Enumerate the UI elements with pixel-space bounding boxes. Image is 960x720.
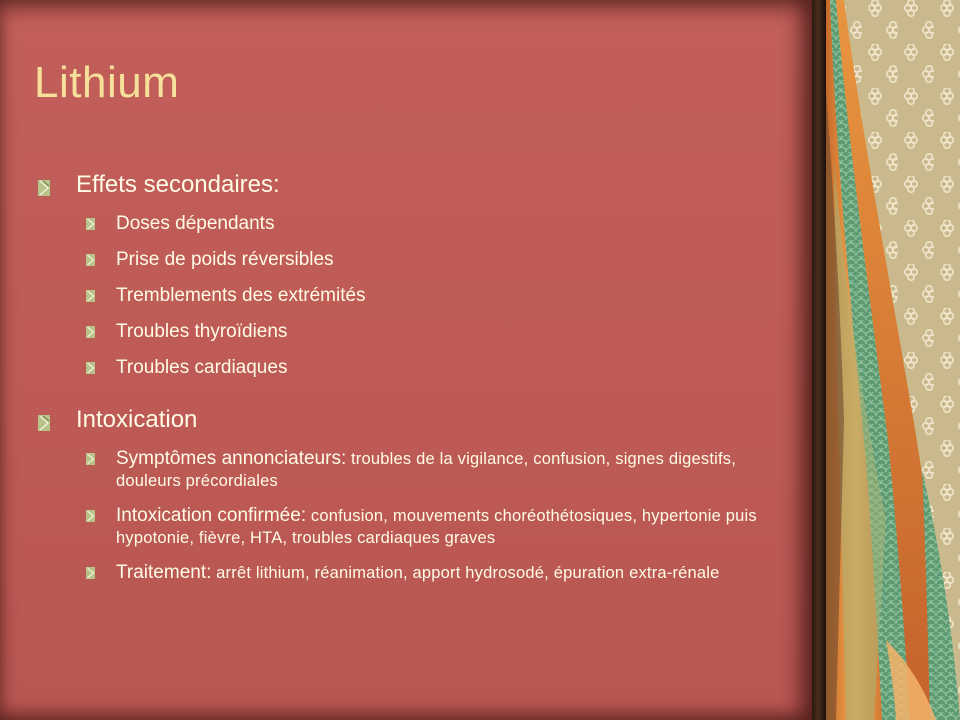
bullet-level2 bbox=[36, 213, 766, 235]
bullet-level1 bbox=[36, 170, 766, 200]
bullet-icon bbox=[86, 510, 95, 522]
bullet-icon bbox=[38, 415, 50, 431]
bullet-icon bbox=[38, 180, 50, 196]
bullet-level2 bbox=[36, 249, 766, 271]
bullet-level1 bbox=[36, 405, 766, 435]
bullet-level2 bbox=[36, 562, 766, 584]
bullet-icon bbox=[86, 254, 95, 266]
list-item-text: Doses dépendants bbox=[116, 213, 275, 234]
list-item-text: Tremblements des extrémités bbox=[116, 285, 366, 306]
list-item-text: Troubles thyroïdiens bbox=[116, 321, 288, 342]
bullet-level2 bbox=[36, 505, 766, 549]
bullet-icon bbox=[86, 218, 95, 230]
list-item-text: Prise de poids réversibles bbox=[116, 249, 334, 270]
bullet-icon bbox=[86, 567, 95, 579]
list-item-lead: Traitement: bbox=[116, 562, 212, 583]
bullet-icon bbox=[86, 362, 95, 374]
bullet-level2 bbox=[36, 448, 766, 492]
bullet-icon bbox=[86, 290, 95, 302]
list-item-lead: Symptômes annonciateurs: bbox=[116, 448, 347, 469]
list-item-detail: arrêt lithium, réanimation, apport hydrosodé, épuration extra-rénale bbox=[211, 564, 720, 582]
list-item-lead: Intoxication confirmée: bbox=[116, 505, 307, 526]
section-heading: Effets secondaires: bbox=[76, 171, 280, 198]
frame-divider bbox=[812, 0, 826, 720]
list-item-detail: confusion, mouvements choréothétosiques, hypertonie puis hypotonie, fièvre, HTA, troubles cardiaques graves bbox=[116, 507, 757, 547]
bullet-level2 bbox=[36, 357, 766, 379]
bullet-level2 bbox=[36, 321, 766, 343]
slide-title: Lithium bbox=[34, 58, 180, 107]
bullet-icon bbox=[86, 326, 95, 338]
bullet-icon bbox=[86, 453, 95, 465]
list-item-detail: troubles de la vigilance, confusion, signes digestifs, douleurs précordiales bbox=[116, 450, 737, 490]
bullet-level2 bbox=[36, 285, 766, 307]
section-heading: Intoxication bbox=[76, 406, 198, 433]
decorative-side-panel bbox=[826, 0, 960, 720]
list-item-text: Troubles cardiaques bbox=[116, 357, 288, 378]
slide-body bbox=[36, 170, 766, 584]
